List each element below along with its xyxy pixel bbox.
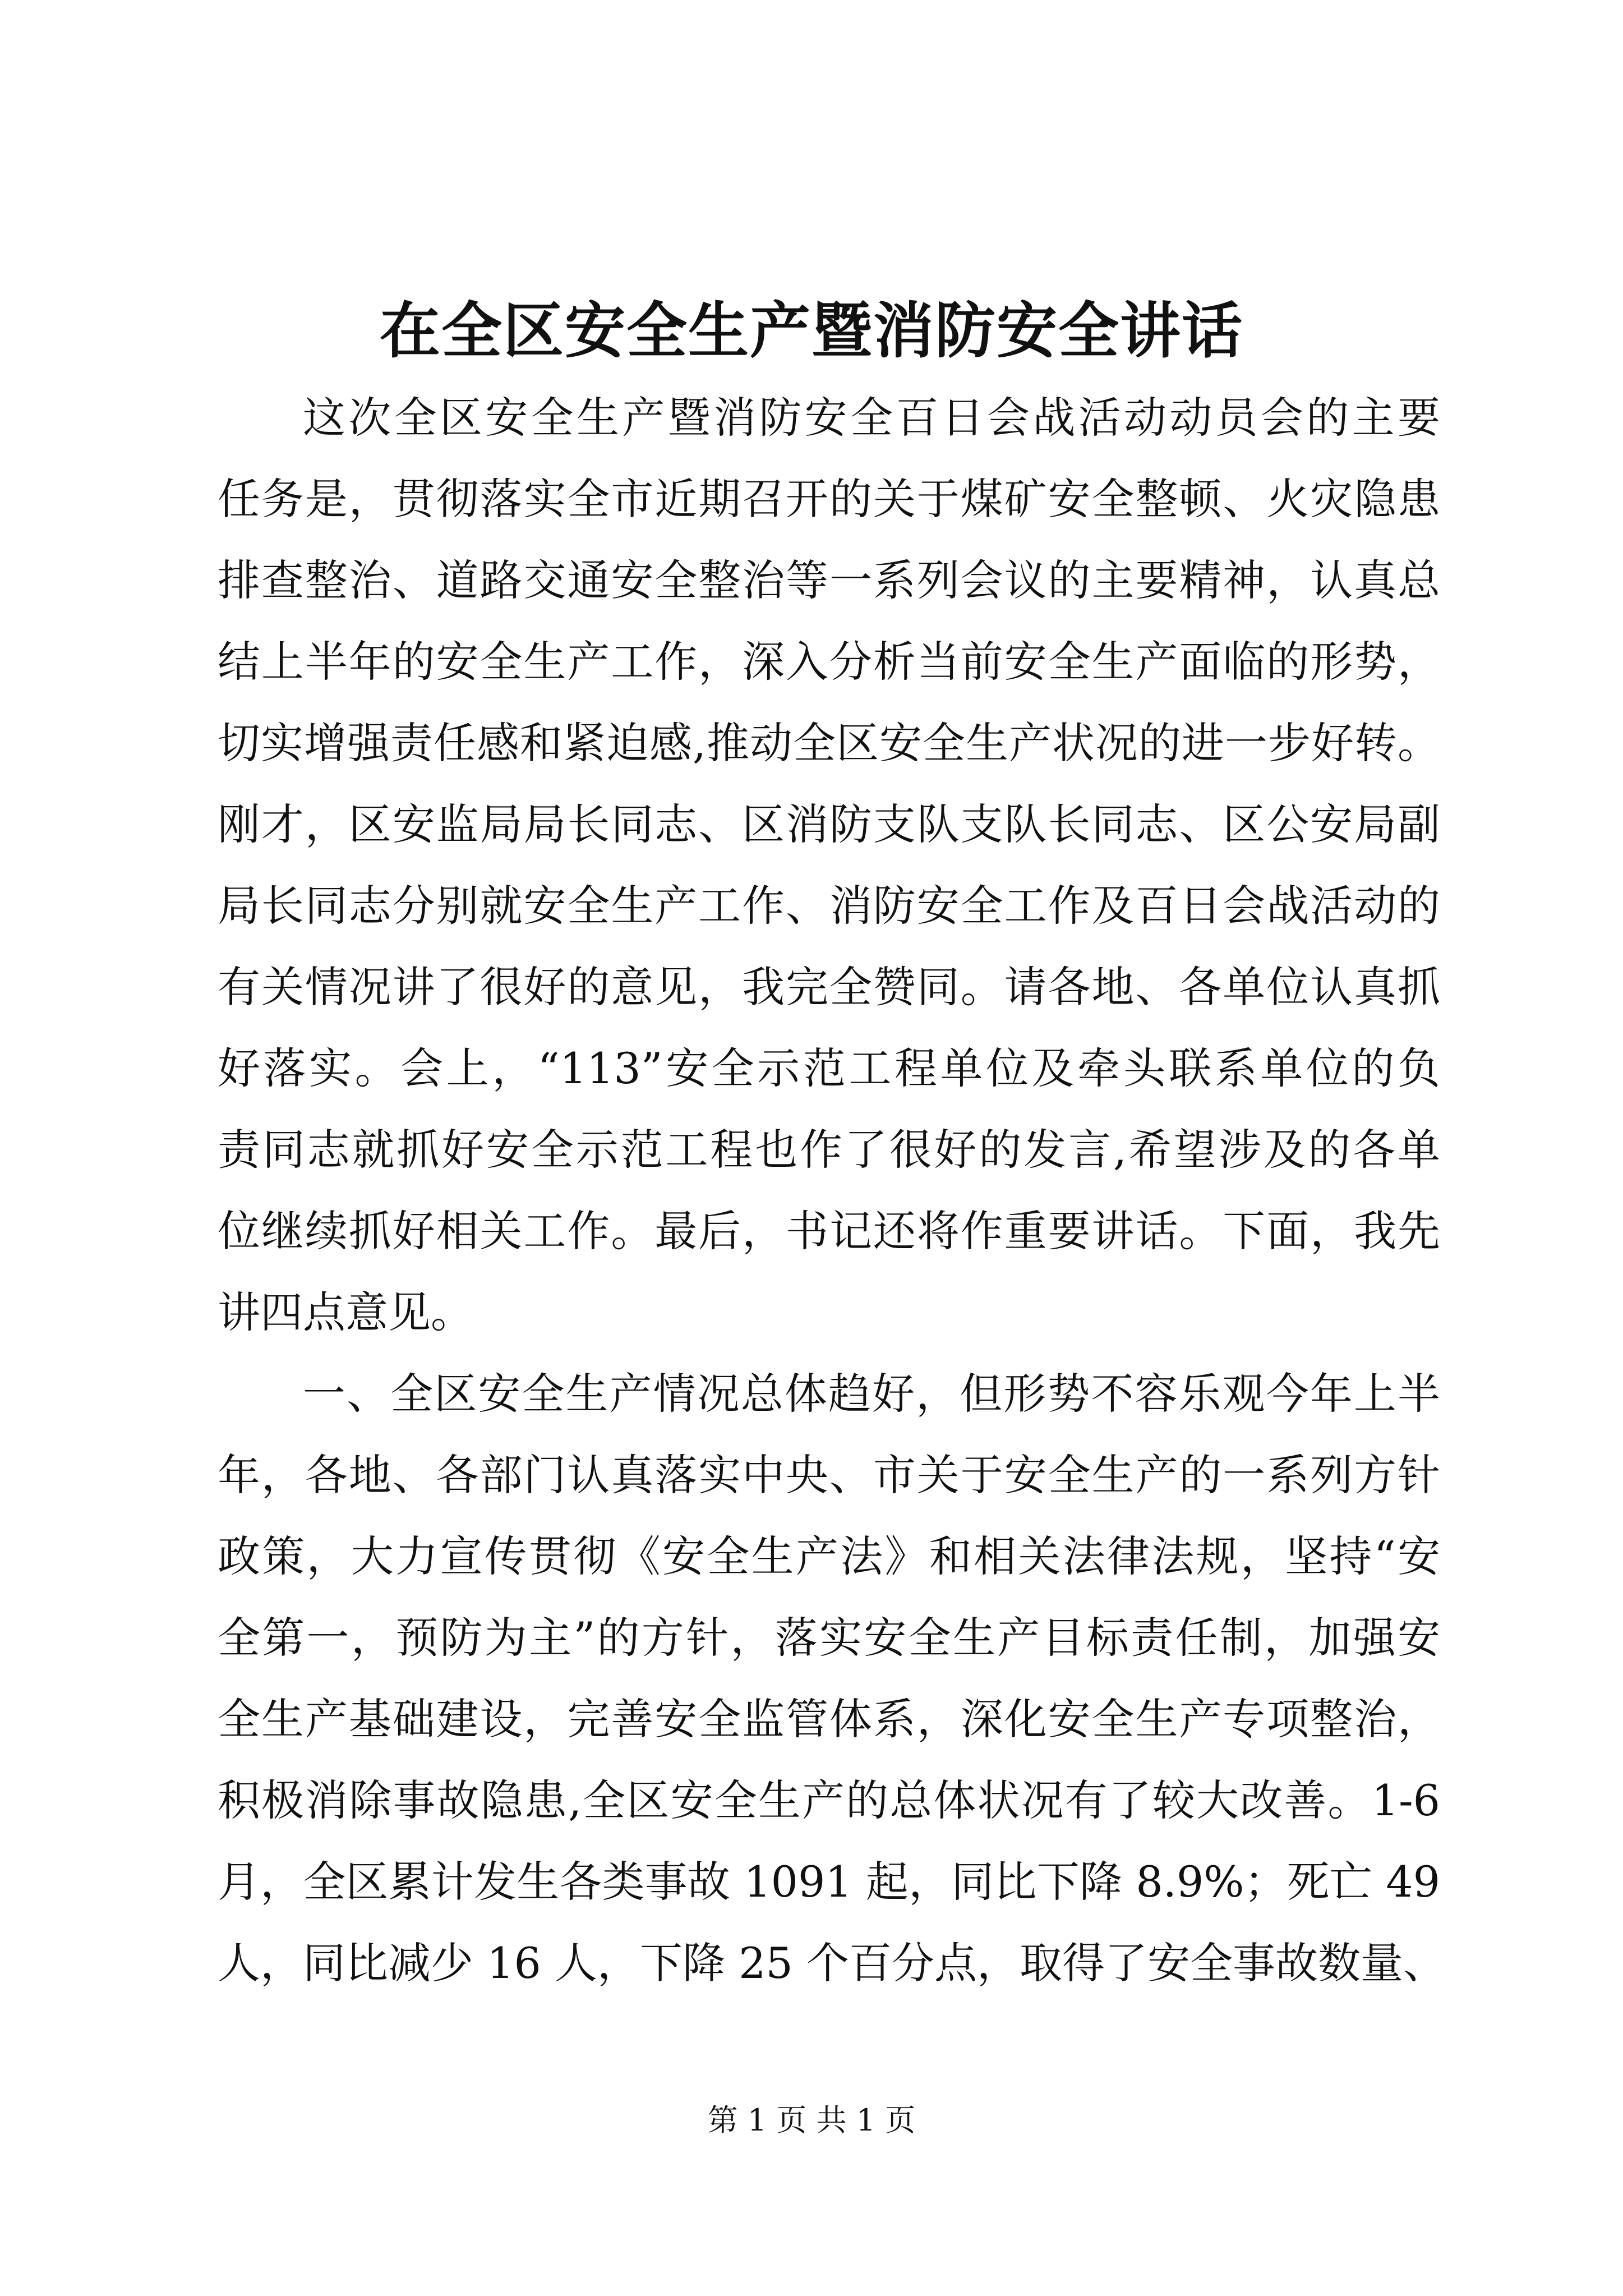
paragraph-line: 一、全区安全生产情况总体趋好，但形势不容乐观今年上半	[303, 1369, 1440, 1419]
paragraph-1	[218, 377, 1440, 1353]
paragraph-line: 切实增强责任感和紧迫感,推动全区安全生产状况的进一步好转。	[218, 718, 1440, 768]
paragraph-line: 讲四点意见。	[218, 1287, 473, 1337]
paragraph-line: 月，全区累计发生各类事故 1091 起，同比下降 8.9%；死亡 49	[218, 1857, 1440, 1907]
paragraph-line: 责同志就抓好安全示范工程也作了很好的发言,希望涉及的各单	[218, 1125, 1440, 1175]
paragraph-line: 好落实。会上，“113”安全示范工程单位及牵头联系单位的负	[218, 1043, 1440, 1093]
paragraph-line: 局长同志分别就安全生产工作、消防安全工作及百日会战活动的	[218, 881, 1440, 931]
paragraph-line: 积极消除事故隐患,全区安全生产的总体状况有了较大改善。1-6	[218, 1775, 1440, 1825]
paragraph-line: 排查整治、道路交通安全整治等一系列会议的主要精神，认真总	[218, 555, 1440, 605]
paragraph-line: 全生产基础建设，完善安全监管体系，深化安全生产专项整治，	[218, 1694, 1440, 1744]
paragraph-2	[218, 1353, 1446, 2004]
paragraph-line: 这次全区安全生产暨消防安全百日会战活动动员会的主要	[303, 393, 1440, 443]
paragraph-line: 人，同比减少 16 人，下降 25 个百分点，取得了安全事故数量、	[218, 1938, 1446, 1988]
paragraph-line: 政策，大力宣传贯彻《安全生产法》和相关法律法规，坚持“安	[218, 1531, 1440, 1581]
paragraph-line: 年，各地、各部门认真落实中央、市关于安全生产的一系列方针	[218, 1450, 1440, 1500]
paragraph-line: 有关情况讲了很好的意见，我完全赞同。请各地、各单位认真抓	[218, 962, 1440, 1012]
paragraph-line: 结上半年的安全生产工作，深入分析当前安全生产面临的形势，	[218, 637, 1440, 687]
paragraph-line: 位继续抓好相关工作。最后，书记还将作重要讲话。下面，我先	[218, 1206, 1440, 1256]
paragraph-line: 全第一，预防为主”的方针，落实安全生产目标责任制，加强安	[218, 1613, 1440, 1663]
page-footer: 第 1 页 共 1 页	[707, 2102, 916, 2138]
paragraph-line: 刚才，区安监局局长同志、区消防支队支队长同志、区公安局副	[218, 799, 1440, 849]
page-title: 在全区安全生产暨消防安全讲话	[379, 296, 1243, 366]
paragraph-line: 任务是，贯彻落实全市近期召开的关于煤矿安全整顿、火灾隐患	[218, 474, 1440, 524]
document-body	[218, 377, 1446, 2004]
